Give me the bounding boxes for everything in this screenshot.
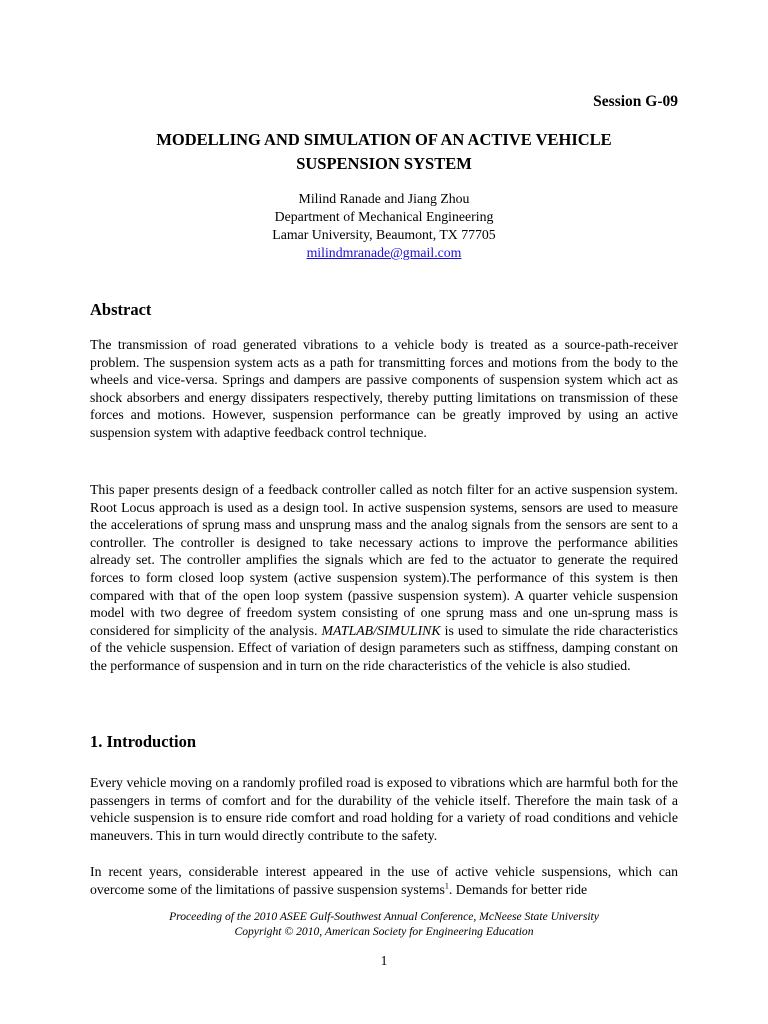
title-line-1: MODELLING AND SIMULATION OF AN ACTIVE VEHICLE: [156, 130, 612, 149]
author-department: Department of Mechanical Engineering: [274, 209, 494, 224]
abstract-p2-text-end: is used to simulate the ride characteristics of the vehicle suspension. Effect of variation of design parameters such as stiffness, damping constant on the performance of suspension and in turn on the ride characteristics of the vehicle is also studied.: [90, 622, 678, 673]
citation-superscript: 1: [444, 881, 449, 890]
author-names: Milind Ranade and Jiang Zhou: [298, 191, 470, 206]
abstract-p2-text: This paper presents design of a feedback controller called as notch filter for an active suspension system. Root Locus approach is used as a design tool. In active suspension systems, sensors are used to measure the accelerations of sprung mass and unsprung mass and the analog signals from the sensors are sent to a controller. The controller is designed to take necessary actions to improve the performance abilities already set. The controller amplifies the signals which are fed to the actuator to generate the required forces to form closed loop system (active suspension system).The performance of this system is then compared with that of the open loop system (passive suspension system). A quarter vehicle suspension model with two degree of freedom system consisting of one sprung mass and one un-sprung mass is considered for simplicity of the analysis.: [90, 482, 678, 638]
page-footer: [0, 909, 768, 939]
author-block: [0, 190, 768, 262]
introduction-paragraph-1: Every vehicle moving on a randomly profiled road is exposed to vibrations which are harmful both for the passengers in terms of comfort and for the durability of the vehicle itself. Therefore the main task of a vehicle suspension is to ensure ride comfort and road holding for a variety of road conditions and vehicle maneuvers. This in turn would directly contribute to the safety.: [90, 775, 678, 843]
intro-p2-text-end: . Demands for better ride: [448, 881, 588, 897]
abstract-p2-software: MATLAB/SIMULINK: [321, 622, 441, 638]
abstract-paragraph-2: [90, 481, 678, 675]
intro-p2-text: In recent years, considerable interest appeared in the use of active vehicle suspensions, which can overcome some of the limitations of passive suspension systems: [90, 864, 678, 897]
introduction-heading: 1. Introduction: [90, 732, 197, 751]
footer-copyright: Copyright © 2010, American Society for Engineering Education: [234, 925, 534, 938]
footer-proceeding: Proceeding of the 2010 ASEE Gulf-Southwest Annual Conference, McNeese State University: [169, 910, 599, 923]
page-number: 1: [380, 953, 388, 968]
author-affiliation: Lamar University, Beaumont, TX 77705: [272, 227, 496, 242]
abstract-heading: Abstract: [90, 300, 152, 319]
title-line-2: SUSPENSION SYSTEM: [296, 154, 472, 173]
introduction-paragraph-2: [90, 863, 678, 898]
session-label: Session G-09: [593, 93, 678, 110]
paper-title: [0, 128, 768, 176]
author-email-link[interactable]: milindmranade@gmail.com: [306, 245, 462, 260]
abstract-paragraph-1: The transmission of road generated vibrations to a vehicle body is treated as a source-path-receiver problem. The suspension system acts as a path for transmitting forces and motions from the body to the wheels and vice-versa. Springs and dampers are passive components of suspension system which act as shock absorbers and energy dissipaters respectively, thereby putting limitations on transmission of these forces and motions. However, suspension performance can be greatly improved by using an active suspension system with adaptive feedback control technique.: [90, 337, 678, 440]
